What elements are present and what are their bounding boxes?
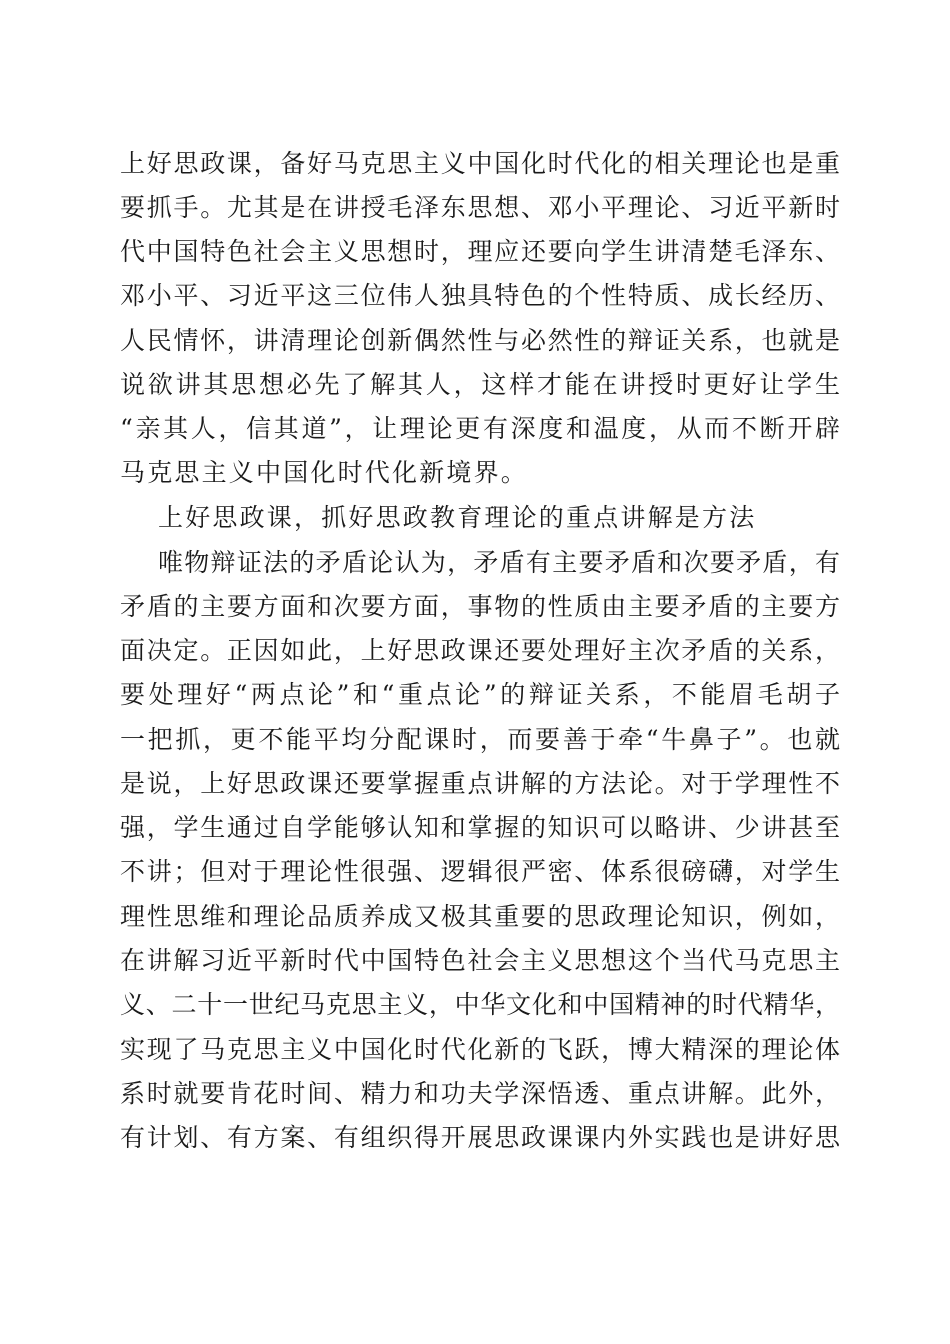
- text-line: 矛盾的主要方面和次要方面，事物的性质由主要矛盾的主要方: [120, 592, 840, 621]
- text-line: 不讲；但对于理论性很强、逻辑很严密、体系很磅礴，对学生: [120, 857, 840, 886]
- text-line: 说欲讲其思想必先了解其人，这样才能在讲授时更好让学生: [120, 370, 840, 399]
- text-line: 要处理好“两点论”和“重点论”的辩证关系，不能眉毛胡子: [120, 680, 840, 709]
- text-line: 面决定。正因如此，上好思政课还要处理好主次矛盾的关系，: [120, 636, 840, 665]
- text-line: 要抓手。尤其是在讲授毛泽东思想、邓小平理论、习近平新时: [120, 193, 840, 222]
- text-line: 代中国特色社会主义思想时，理应还要向学生讲清楚毛泽东、: [120, 237, 840, 266]
- section-heading: 上好思政课，抓好思政教育理论的重点讲解是方法: [158, 503, 757, 532]
- text-line: 邓小平、习近平这三位伟人独具特色的个性特质、成长经历、: [120, 281, 840, 310]
- text-line: 系时就要肯花时间、精力和功夫学深悟透、重点讲解。此外，: [120, 1079, 840, 1108]
- text-line: 在讲解习近平新时代中国特色社会主义思想这个当代马克思主: [120, 946, 840, 975]
- text-line: 理性思维和理论品质养成又极其重要的思政理论知识，例如，: [120, 902, 840, 931]
- text-line: 实现了马克思主义中国化时代化新的飞跃，博大精深的理论体: [120, 1035, 840, 1064]
- text-line: 唯物辩证法的矛盾论认为，矛盾有主要矛盾和次要矛盾，有: [158, 548, 840, 577]
- text-line: 强，学生通过自学能够认知和掌握的知识可以略讲、少讲甚至: [120, 813, 840, 842]
- text-line: 上好思政课，备好马克思主义中国化时代化的相关理论也是重: [120, 149, 840, 178]
- text-line: 有计划、有方案、有组织得开展思政课课内外实践也是讲好思: [120, 1123, 840, 1152]
- text-line: 人民情怀，讲清理论创新偶然性与必然性的辩证关系，也就是: [120, 326, 840, 355]
- text-line: 义、二十一世纪马克思主义，中华文化和中国精神的时代精华，: [120, 990, 840, 1019]
- text-line: 马克思主义中国化时代化新境界。: [120, 458, 529, 487]
- text-line: 是说，上好思政课还要掌握重点讲解的方法论。对于学理性不: [120, 769, 840, 798]
- text-line: 一把抓，更不能平均分配课时，而要善于牵“牛鼻子”。也就: [120, 725, 840, 754]
- text-line: “亲其人，信其道”，让理论更有深度和温度，从而不断开辟: [120, 414, 840, 443]
